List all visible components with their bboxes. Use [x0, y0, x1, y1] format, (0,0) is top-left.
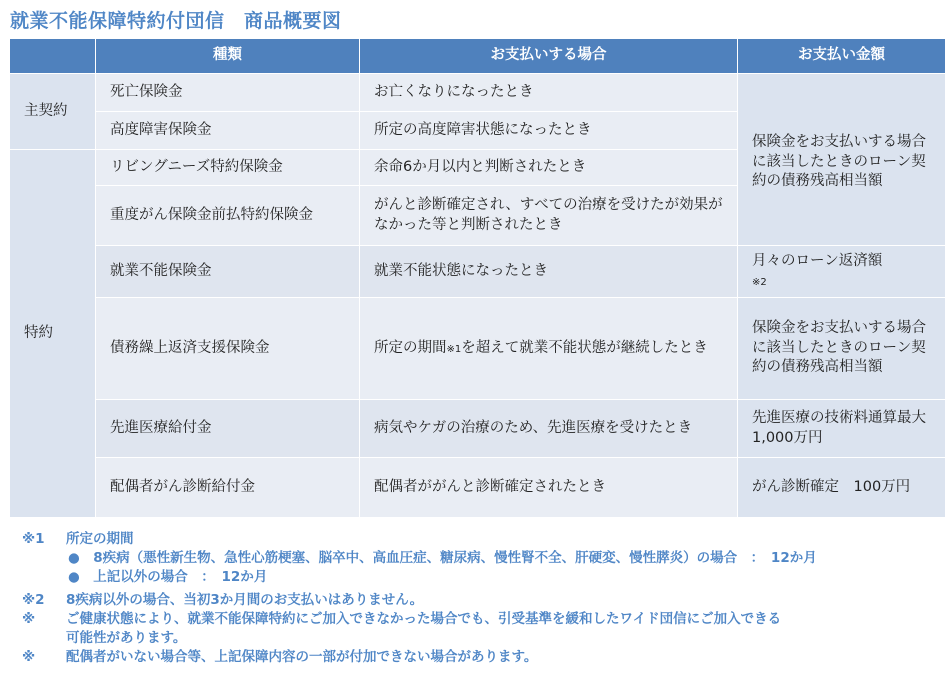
category-rider: 特約 [10, 150, 96, 518]
condition-cell: がんと診断確定され、すべての治療を受けたが効果がなかった等と判断されたとき [360, 186, 738, 246]
product-overview-table [9, 38, 946, 518]
type-cell: 重度がん保険金前払特約保険金 [96, 186, 360, 246]
amount-monthly-mark: ※2 [752, 276, 767, 288]
header-type: 種類 [96, 39, 360, 74]
amount-loan-balance: 保険金をお支払いする場合に該当したときのローン契約の債務残高相当額 [738, 74, 946, 246]
note-1-bullet-2: ● 上記以外の場合 ： 12か月 [68, 569, 268, 585]
header-amount: お支払い金額 [738, 39, 946, 74]
condition-text-a: 所定の期間 [374, 339, 447, 356]
type-cell: 配偶者がん診断給付金 [96, 458, 360, 518]
type-cell: 就業不能保険金 [96, 246, 360, 298]
amount-cancer: がん診断確定 100万円 [738, 458, 946, 518]
condition-cell: 病気やケガの治療のため、先進医療を受けたとき [360, 400, 738, 458]
category-main: 主契約 [10, 74, 96, 150]
amount-monthly-text: 月々のローン返済額 [752, 252, 883, 269]
note-2 [22, 591, 942, 610]
note-1-bullet-1: ● 8疾病（悪性新生物、急性心筋梗塞、脳卒中、高血圧症、糖尿病、慢性腎不全、肝硬変、慢性膵炎）の場合 ： 12か月 [68, 550, 817, 566]
type-cell: リビングニーズ特約保険金 [96, 150, 360, 186]
type-cell: 死亡保険金 [96, 74, 360, 112]
condition-text-b: を超えて就業不能状態が継続したとき [461, 339, 708, 356]
note-3-mark: ※ [22, 611, 36, 627]
condition-cell: お亡くなりになったとき [360, 74, 738, 112]
type-cell: 高度障害保険金 [96, 112, 360, 150]
note-1 [22, 530, 942, 549]
amount-advanced-medical: 先進医療の技術料通算最大1,000万円 [738, 400, 946, 458]
condition-cell: 配偶者ががんと診断確定されたとき [360, 458, 738, 518]
footnotes [22, 530, 942, 667]
header-blank [10, 39, 96, 74]
note-4-mark: ※ [22, 649, 36, 665]
table-row [10, 74, 946, 112]
note-3-text-b: 可能性があります。 [66, 630, 187, 646]
table-row [10, 458, 946, 518]
table-row [10, 298, 946, 400]
note-4 [22, 648, 942, 667]
amount-monthly [738, 246, 946, 298]
condition-cell: 所定の高度障害状態になったとき [360, 112, 738, 150]
note-4-text: 配偶者がいない場合等、上記保障内容の一部が付加できない場合があります。 [66, 649, 538, 665]
condition-cell: 余命6か月以内と判断されたとき [360, 150, 738, 186]
condition-cell [360, 298, 738, 400]
type-cell: 先進医療給付金 [96, 400, 360, 458]
note-3 [22, 610, 942, 629]
note-1-mark: ※1 [22, 531, 45, 547]
type-cell: 債務繰上返済支援保険金 [96, 298, 360, 400]
condition-cell: 就業不能状態になったとき [360, 246, 738, 298]
amount-loan-balance-2: 保険金をお支払いする場合に該当したときのローン契約の債務残高相当額 [738, 298, 946, 400]
note-3-text-a: ご健康状態により、就業不能保障特約にご加入できなかった場合でも、引受基準を緩和したワイド団信にご加入できる [66, 611, 782, 627]
condition-mark: ※1 [446, 343, 462, 355]
table-header-row [10, 39, 946, 74]
table-row [10, 246, 946, 298]
note-1-title: 所定の期間 [66, 531, 134, 547]
table-row [10, 400, 946, 458]
note-2-text: 8疾病以外の場合、当初3か月間のお支払いはありません。 [66, 592, 424, 608]
page-title: 就業不能保障特約付団信 商品概要図 [10, 10, 342, 32]
note-2-mark: ※2 [22, 592, 45, 608]
header-condition: お支払いする場合 [360, 39, 738, 74]
